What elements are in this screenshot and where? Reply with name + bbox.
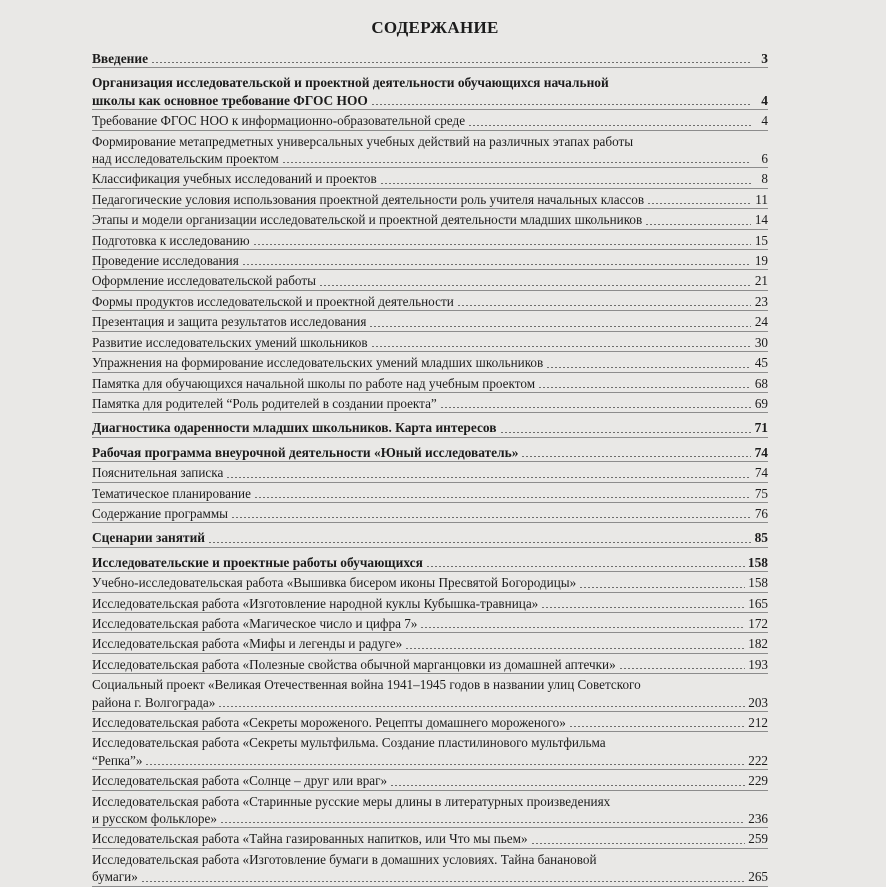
toc-entry-title: Исследовательская работа «Солнце – друг или враг» (92, 773, 388, 789)
toc-entry[interactable] (92, 674, 768, 712)
toc-entry-page-number: 23 (754, 293, 768, 309)
toc-entry-page-number: 30 (754, 334, 768, 350)
toc-entry-page-number: 203 (748, 694, 768, 710)
toc-entry-title: Содержание программы (92, 505, 229, 521)
toc-entry-title: и русском фольклоре» (92, 811, 217, 827)
toc-entry-title: Введение (92, 51, 149, 66)
toc-entry[interactable] (92, 189, 768, 209)
toc-entry-title: Упражнения на формирование исследовательских умений младших школьников (92, 355, 544, 371)
dot-leader (569, 726, 745, 727)
toc-entry[interactable] (92, 483, 768, 503)
toc-entry-title: Исследовательские и проектные работы обучающихся (92, 554, 423, 570)
toc-entry-title-line: Исследовательская работа «Секреты мультфильма. Создание пластилинового мультфильма (92, 735, 606, 751)
dot-leader (371, 346, 751, 347)
toc-entry[interactable] (92, 593, 768, 613)
toc-entry[interactable] (92, 48, 768, 68)
toc-entry-title: бумаги» (92, 869, 138, 885)
toc-entry-title: Исследовательская работа «Секреты мороженого. Рецепты домашнего мороженого» (92, 715, 566, 730)
table-of-contents (92, 48, 768, 887)
toc-entry-page-number: 229 (748, 773, 768, 789)
dot-leader (468, 125, 751, 126)
toc-entry[interactable] (92, 712, 768, 732)
dot-leader (231, 517, 751, 518)
dot-leader (531, 843, 746, 844)
toc-entry-title: Классификация учебных исследований и проектов (92, 171, 377, 187)
toc-entry-page-number: 15 (754, 232, 768, 248)
toc-entry[interactable] (92, 417, 768, 437)
dot-leader (405, 648, 745, 649)
toc-entry-title: района г. Волгограда» (92, 694, 216, 710)
toc-entry[interactable] (92, 230, 768, 250)
toc-entry[interactable] (92, 552, 768, 572)
dot-leader (645, 224, 751, 225)
toc-entry[interactable] (92, 352, 768, 372)
toc-entry[interactable] (92, 503, 768, 523)
toc-entry[interactable] (92, 791, 768, 829)
dot-leader (440, 407, 751, 408)
dot-leader (647, 203, 751, 204)
toc-entry-title: над исследовательским проектом (92, 151, 279, 167)
dot-leader (242, 264, 751, 265)
dot-leader (457, 305, 751, 306)
toc-entry-page-number: 3 (761, 51, 768, 66)
toc-entry[interactable] (92, 633, 768, 653)
toc-entry-title: Подготовка к исследованию (92, 232, 250, 248)
toc-entry-page-number: 74 (754, 465, 768, 481)
dot-leader (141, 881, 745, 882)
toc-entry[interactable] (92, 849, 768, 887)
toc-entry-page-number: 236 (748, 811, 768, 827)
dot-leader (253, 244, 751, 245)
toc-entry-title: Сценарии занятий (92, 530, 206, 546)
toc-entry-title: “Репка”» (92, 752, 143, 768)
dot-leader (390, 785, 745, 786)
toc-entry-title: Исследовательская работа «Тайна газированных напитков, или Что мы пьем» (92, 831, 528, 847)
dot-leader (500, 432, 752, 433)
toc-entry-title-line: Формирование метапредметных универсальных учебных действий на различных этапах работы (92, 133, 634, 149)
toc-entry-page-number: 259 (748, 831, 768, 847)
toc-entry-title: Требование ФГОС НОО к информационно-образовательной среде (92, 113, 466, 129)
toc-entry[interactable] (92, 209, 768, 229)
toc-entry[interactable] (92, 168, 768, 188)
dot-leader (521, 456, 751, 457)
toc-entry[interactable] (92, 131, 768, 169)
toc-entry-page-number: 4 (761, 92, 768, 108)
toc-entry-page-number: 14 (754, 212, 768, 228)
page-title: СОДЕРЖАНИЕ (371, 18, 499, 37)
dot-leader (380, 183, 751, 184)
toc-entry-page-number: 69 (754, 395, 768, 411)
toc-entry-page-number: 265 (748, 869, 768, 885)
toc-entry-page-number: 172 (748, 615, 768, 631)
toc-entry-page-number: 212 (748, 715, 768, 730)
toc-entry[interactable] (92, 291, 768, 311)
toc-entry-title: Проведение исследования (92, 253, 239, 269)
dot-leader (208, 542, 751, 543)
toc-entry-page-number: 158 (747, 554, 768, 570)
toc-entry-page-number: 193 (748, 656, 768, 672)
toc-entry-page-number: 76 (754, 505, 768, 521)
dot-leader (619, 668, 746, 669)
dot-leader (220, 822, 745, 823)
toc-entry-title: Пояснительная записка (92, 465, 224, 481)
toc-entry-page-number: 165 (748, 595, 768, 611)
dot-leader (254, 497, 751, 498)
toc-entry-page-number: 45 (754, 355, 768, 371)
toc-entry-title: Исследовательская работа «Изготовление народной куклы Кубышка-травница» (92, 595, 539, 611)
dot-leader (151, 62, 751, 63)
dot-leader (369, 326, 751, 327)
toc-entry[interactable] (92, 828, 768, 848)
dot-leader (546, 367, 751, 368)
toc-entry-title: Диагностика одаренности младших школьников. Карта интересов (92, 420, 497, 436)
toc-entry-title: Исследовательская работа «Магическое число и цифра 7» (92, 615, 418, 631)
toc-entry[interactable] (92, 72, 768, 110)
toc-entry-page-number: 19 (754, 253, 768, 269)
dot-leader (218, 706, 745, 707)
dot-leader (282, 162, 751, 163)
toc-entry-page-number: 85 (754, 530, 768, 546)
toc-entry-title-line: Организация исследовательской и проектной деятельности обучающихся начальной (92, 75, 609, 91)
toc-entry-page-number: 8 (761, 171, 768, 187)
toc-entry[interactable] (92, 250, 768, 270)
toc-entry-title: школы как основное требование ФГОС НОО (92, 92, 368, 108)
toc-entry-title: Исследовательская работа «Мифы и легенды и радуге» (92, 636, 403, 652)
toc-entry-page-number: 21 (754, 273, 768, 289)
toc-entry[interactable] (92, 270, 768, 290)
toc-entry-title: Педагогические условия использования проектной деятельности роль учителя начальных классов (92, 191, 645, 207)
dot-leader (420, 627, 745, 628)
toc-entry-title: Рабочая программа внеурочной деятельности «Юный исследователь» (92, 444, 519, 460)
dot-leader (538, 387, 751, 388)
toc-entry-title: Развитие исследовательских умений школьников (92, 334, 368, 350)
toc-entry[interactable] (92, 311, 768, 331)
toc-entry-page-number: 222 (748, 752, 768, 768)
toc-entry-title: Исследовательская работа «Полезные свойства обычной марганцовки из домашней аптечки» (92, 656, 616, 672)
toc-entry[interactable] (92, 613, 768, 633)
dot-leader (541, 607, 745, 608)
dot-leader (426, 566, 745, 567)
toc-entry-title: Формы продуктов исследовательской и проектной деятельности (92, 293, 454, 309)
toc-entry-page-number: 68 (754, 375, 768, 391)
toc-entry-page-number: 24 (754, 314, 768, 330)
toc-entry-title: Памятка для обучающихся начальной школы по работе над учебным проектом (92, 375, 536, 391)
toc-entry[interactable] (92, 332, 768, 352)
toc-entry[interactable] (92, 527, 768, 547)
toc-entry[interactable] (92, 572, 768, 592)
dot-leader (319, 285, 751, 286)
toc-entry[interactable] (92, 442, 768, 462)
dot-leader (226, 477, 751, 478)
toc-entry-title-line: Исследовательская работа «Старинные русские меры длины в литературных произведениях (92, 793, 611, 809)
dot-leader (371, 104, 751, 105)
dot-leader (145, 764, 745, 765)
toc-entry-page-number: 158 (748, 575, 768, 591)
toc-entry[interactable] (92, 393, 768, 413)
toc-entry-page-number: 4 (761, 113, 768, 129)
toc-entry-title: Учебно-исследовательская работа «Вышивка бисером иконы Пресвятой Богородицы» (92, 575, 577, 591)
toc-entry[interactable] (92, 462, 768, 482)
toc-entry-page-number: 11 (755, 191, 768, 207)
toc-entry[interactable] (92, 373, 768, 393)
toc-entry[interactable] (92, 110, 768, 130)
toc-entry-page-number: 71 (754, 420, 768, 436)
toc-entry[interactable] (92, 732, 768, 770)
toc-entry-title: Этапы и модели организации исследовательской и проектной деятельности младших школьников (92, 212, 643, 228)
toc-entry-page-number: 182 (748, 636, 768, 652)
toc-entry-title: Оформление исследовательской работы (92, 273, 316, 289)
toc-entry[interactable] (92, 654, 768, 674)
toc-entry-title: Тематическое планирование (92, 485, 251, 501)
toc-entry-page-number: 74 (754, 444, 768, 460)
toc-entry[interactable] (92, 770, 768, 790)
toc-entry-title-line: Исследовательская работа «Изготовление бумаги в домашних условиях. Тайна банановой (92, 851, 597, 867)
toc-entry-title-line: Социальный проект «Великая Отечественная война 1941–1945 годов в названии улиц Советского (92, 677, 641, 693)
toc-entry-title: Презентация и защита результатов исследования (92, 314, 367, 330)
toc-entry-title: Памятка для родителей “Роль родителей в создании проекта” (92, 395, 437, 411)
toc-entry-page-number: 75 (754, 485, 768, 501)
toc-entry-page-number: 6 (761, 151, 768, 167)
dot-leader (579, 587, 745, 588)
